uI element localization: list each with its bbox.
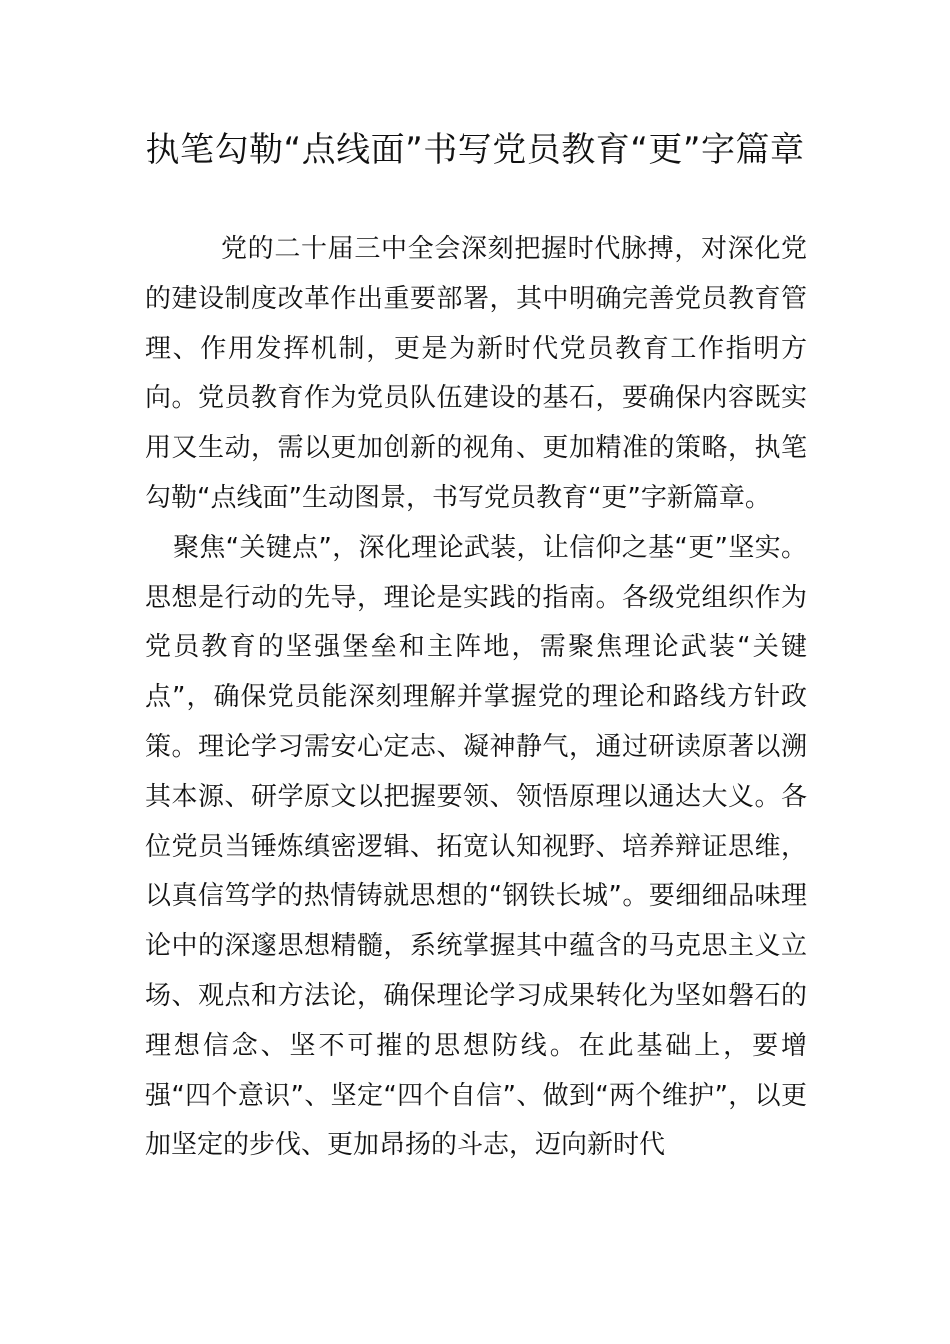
intro-paragraph: 党的二十届三中全会深刻把握时代脉搏，对深化党的建设制度改革作出重要部署，其中明确完善党员教育管理、作用发挥机制，更是为新时代党员教育工作指明方向。党员教育作为党员队伍建设的基石，要确保内容既实用又生动，需以更加创新的视角、更加精准的策略，执笔勾勒“点线面”生动图景，书写党员教育“更”字新篇章。 xyxy=(145,234,807,513)
article-title: 执笔勾勒“点线面”书写党员教育“更”字篇章 xyxy=(145,130,805,170)
article-body xyxy=(145,225,807,1171)
key-point-paragraph: 聚焦“关键点”，深化理论武装，让信仰之基“更”坚实。思想是行动的先导，理论是实践的指南。各级党组织作为党员教育的坚强堡垒和主阵地，需聚焦理论武装“关键点”，确保党员能深刻理解并掌握党的理论和路线方针政策。理论学习需安心定志、凝神静气，通过研读原著以溯其本源、研学原文以把握要领、领悟原理以通达大义。各位党员当锤炼缜密逻辑、拓宽认知视野、培养辩证思维，以真信笃学的热情铸就思想的“钢铁长城”。要细细品味理论中的深邃思想精髓，系统掌握其中蕴含的马克思主义立场、观点和方法论，确保理论学习成果转化为坚如磐石的理想信念、坚不可摧的思想防线。在此基础上，要增强“四个意识”、坚定“四个自信”、做到“两个维护”，以更加坚定的步伐、更加昂扬的斗志，迈向新时代 xyxy=(145,532,807,1161)
